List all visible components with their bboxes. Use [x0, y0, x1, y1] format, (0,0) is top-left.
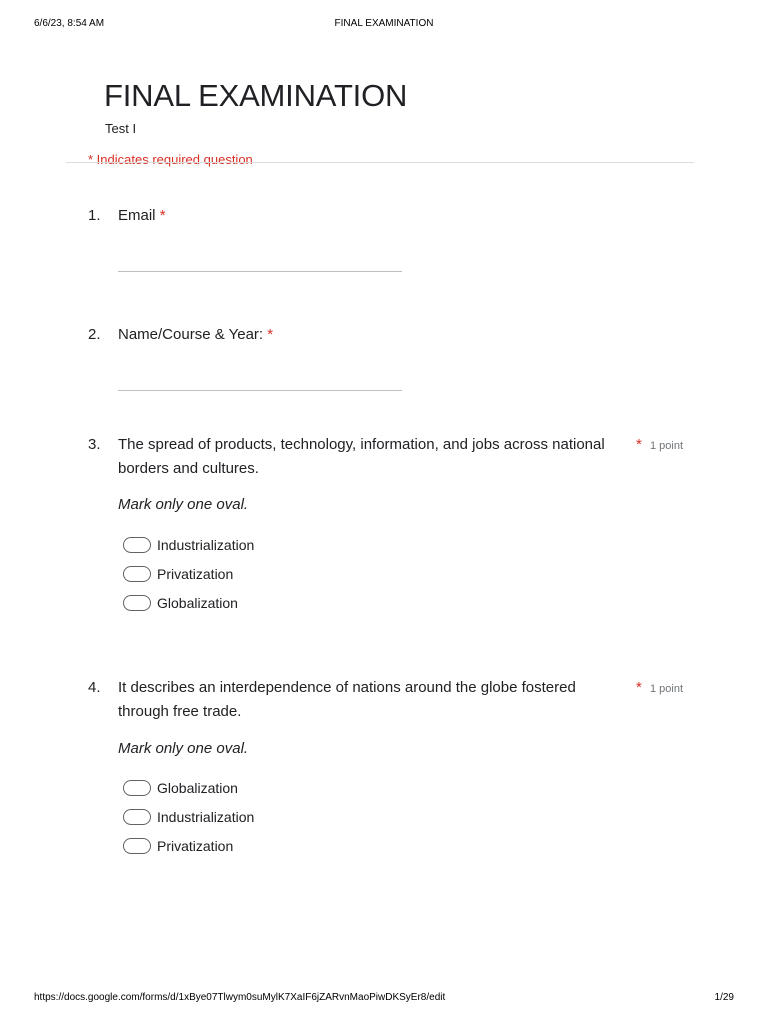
radio-oval[interactable] [123, 780, 151, 796]
form-title: FINAL EXAMINATION [104, 78, 408, 113]
points-label: 1 point [650, 440, 684, 452]
required-note: * Indicates required question [88, 152, 253, 167]
question-label: It describes an interdependence of nations around the globe fostered through free trade. [118, 679, 576, 720]
print-page-title: FINAL EXAMINATION [334, 18, 434, 29]
option-label: Privatization [157, 838, 234, 854]
question-label: The spread of products, technology, information, and jobs across national borders and cultures. [118, 436, 605, 477]
required-star: * [159, 207, 166, 224]
option-label: Industrialization [157, 809, 255, 825]
question-label: Name/Course & Year: [118, 326, 264, 343]
instruction-text: Mark only one oval. [118, 740, 249, 757]
question-number: 4. [88, 679, 101, 696]
points-label: 1 point [650, 683, 684, 695]
form-description: Test I [105, 121, 137, 136]
question-number: 2. [88, 326, 101, 343]
question-text [118, 204, 166, 228]
option-privatization[interactable] [123, 563, 233, 585]
option-globalization[interactable] [123, 592, 238, 614]
option-privatization[interactable] [123, 835, 233, 857]
option-industrialization[interactable] [123, 806, 254, 828]
radio-oval[interactable] [123, 595, 151, 611]
option-label: Globalization [157, 780, 238, 796]
print-timestamp: 6/6/23, 8:54 AM [34, 18, 105, 29]
print-url: https://docs.google.com/forms/d/1xBye07Tlwym0suMylK7XaIF6jZARvnMaoPiwDKSyEr8/edit [34, 992, 446, 1003]
option-globalization[interactable] [123, 777, 238, 799]
radio-oval[interactable] [123, 809, 151, 825]
header-divider [66, 162, 694, 163]
required-star: * [267, 326, 274, 343]
option-industrialization[interactable] [123, 534, 254, 556]
radio-oval[interactable] [123, 566, 151, 582]
question-number: 3. [88, 436, 101, 453]
radio-oval[interactable] [123, 838, 151, 854]
page-indicator: 1/29 [714, 992, 734, 1003]
email-field[interactable] [118, 271, 402, 272]
required-star: * [636, 679, 642, 696]
question-number: 1. [88, 207, 101, 224]
radio-oval[interactable] [123, 537, 151, 553]
option-label: Globalization [157, 595, 238, 611]
option-label: Privatization [157, 566, 234, 582]
name-course-year-field[interactable] [118, 390, 402, 391]
required-star: * [636, 436, 642, 453]
instruction-text: Mark only one oval. [118, 496, 249, 513]
question-text [118, 323, 273, 347]
option-label: Industrialization [157, 537, 255, 553]
question-label: Email [118, 207, 156, 224]
